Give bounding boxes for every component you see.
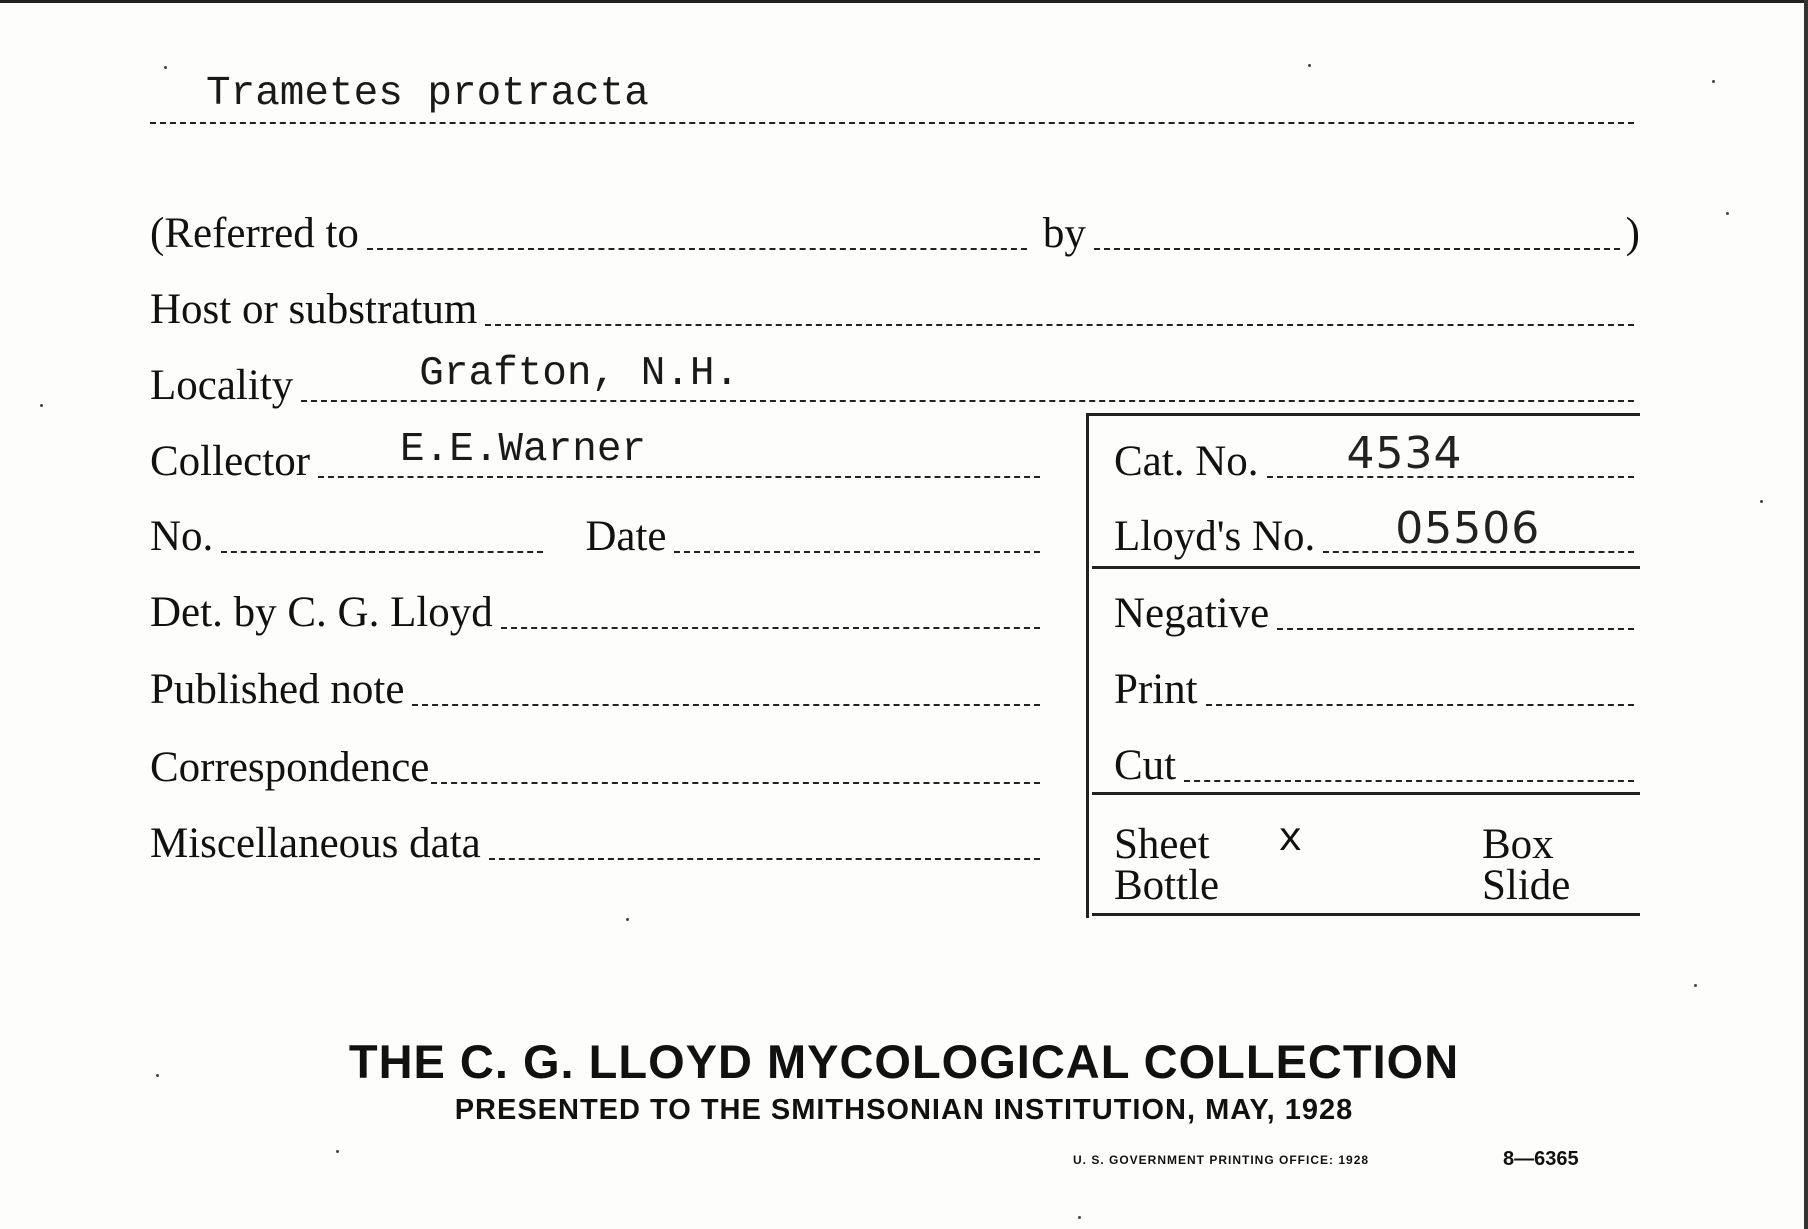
host-line	[485, 324, 1634, 326]
locality-row	[150, 351, 1640, 409]
scan-speck	[1712, 80, 1715, 83]
specimen-name: Trametes protracta	[206, 71, 649, 117]
collector-row	[150, 427, 1046, 485]
correspondence-line	[431, 782, 1040, 784]
specimen-row	[150, 71, 1640, 130]
referred-label: (Referred to	[150, 210, 359, 257]
published-row	[150, 668, 1046, 712]
box-top-rule	[1086, 413, 1640, 416]
cat-no-label: Cat. No.	[1114, 438, 1259, 485]
slide-label: Slide	[1482, 862, 1571, 909]
specimen-line	[150, 71, 1634, 124]
misc-line	[489, 858, 1040, 860]
host-row	[150, 288, 1640, 332]
card-top-edge	[0, 0, 1808, 3]
print-label: Print	[1114, 666, 1198, 713]
collection-title: THE C. G. LLOYD MYCOLOGICAL COLLECTION	[348, 1035, 1460, 1088]
locality-value: Grafton, N.H.	[419, 351, 740, 397]
no-label: No.	[150, 513, 214, 560]
by-line	[1094, 248, 1620, 250]
negative-line	[1277, 628, 1634, 630]
collector-line	[318, 427, 1040, 478]
correspondence-row	[150, 746, 1046, 790]
misc-label: Miscellaneous data	[150, 820, 481, 867]
cut-row	[1114, 744, 1640, 788]
misc-row	[150, 822, 1046, 866]
printing-office-note: U. S. GOVERNMENT PRINTING OFFICE: 1928	[1073, 1153, 1370, 1167]
det-line	[501, 627, 1040, 629]
referred-line	[367, 248, 1027, 250]
locality-label: Locality	[150, 362, 294, 409]
scan-speck	[1760, 500, 1763, 503]
box-bottom-rule	[1092, 913, 1640, 916]
no-date-row	[150, 515, 1046, 559]
box-left-rule	[1086, 413, 1089, 918]
collection-subtitle: PRESENTED TO THE SMITHSONIAN INSTITUTION, MAY, 1928	[454, 1094, 1354, 1126]
close-paren: )	[1625, 210, 1640, 257]
no-line	[221, 551, 543, 553]
scan-speck	[1726, 212, 1729, 215]
scan-speck	[336, 1150, 339, 1153]
collector-label: Collector	[150, 438, 311, 485]
cut-label: Cut	[1114, 742, 1177, 789]
negative-label: Negative	[1114, 590, 1270, 637]
published-line	[412, 704, 1040, 706]
cat-no-row	[1114, 428, 1640, 485]
det-row	[150, 591, 1046, 635]
scan-speck	[164, 66, 167, 69]
date-label: Date	[585, 513, 667, 560]
date-line	[674, 551, 1040, 553]
det-label: Det. by C. G. Lloyd	[150, 589, 493, 636]
scan-speck	[40, 404, 43, 407]
scan-speck	[1694, 984, 1697, 987]
scan-speck	[156, 1074, 159, 1077]
lloyds-no-value: 05506	[1395, 503, 1541, 554]
box-rule-3	[1092, 792, 1640, 795]
published-label: Published note	[150, 666, 405, 713]
print-line	[1206, 704, 1634, 706]
cut-line	[1184, 780, 1634, 782]
sheet-label: Sheet	[1114, 821, 1210, 868]
print-row	[1114, 668, 1640, 712]
locality-line	[301, 351, 1634, 402]
form-number: 8—6365	[1503, 1148, 1579, 1170]
scan-speck	[626, 918, 629, 921]
cat-no-line	[1267, 428, 1634, 479]
correspondence-label: Correspondence	[150, 744, 430, 791]
referred-row	[150, 212, 1640, 256]
lloyds-no-label: Lloyd's No.	[1114, 513, 1316, 560]
lloyds-no-line	[1323, 503, 1634, 554]
scan-speck	[1308, 64, 1311, 67]
host-label: Host or substratum	[150, 286, 478, 333]
box-rule-2	[1092, 566, 1640, 569]
sheet-mark: x	[1278, 817, 1303, 863]
cat-no-value: 4534	[1346, 428, 1463, 479]
negative-row	[1114, 592, 1640, 636]
scan-speck	[1078, 1216, 1081, 1219]
lloyds-no-row	[1114, 503, 1640, 560]
by-label: by	[1042, 210, 1086, 257]
bottle-label: Bottle	[1114, 862, 1220, 909]
box-label: Box	[1482, 821, 1554, 868]
collector-value: E.E.Warner	[400, 427, 647, 473]
